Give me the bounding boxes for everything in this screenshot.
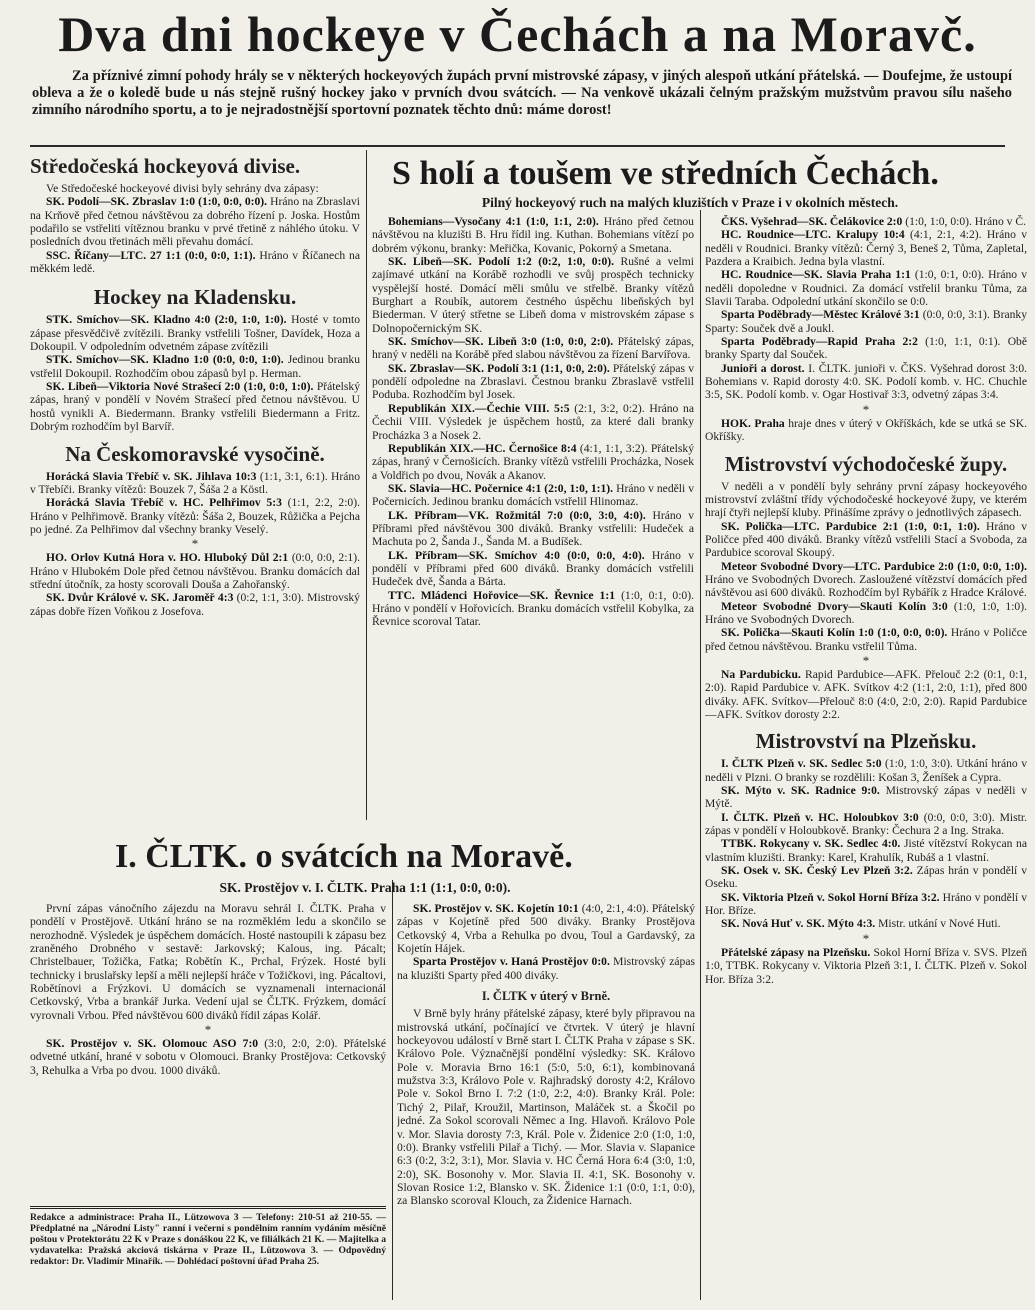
match-report: I. ČLTK. Plzeň v. HC. Holoubkov 3:0 (0:0, 0:0, 3:0). Mistr. zápas v pondělí v Holoubkově. Branky: Čechura 2 a Ing. Straka. xyxy=(705,810,1027,838)
column-morava-middle xyxy=(397,902,695,1300)
match-report: STK. Smíchov—SK. Kladno 1:0 (0:0, 0:0, 1:0). Jedinou branku vstřelil Dokoupil. Rozhodčím obou zápasů byl p. Herman. xyxy=(30,353,360,380)
paragraph: Ve Středočeské hockeyové divisi byly sehrány dva zápasy: xyxy=(46,182,319,195)
match-report: Junioři a dorost. I. ČLTK. junioři v. ČKS. Vyšehrad dorost 3:0. Bohemians v. Rapid dorosty 4:0. SK. Podolí komb. v. HC. Chuchle 3:5, SK. Podolí komb. v. Ogar Hostivař 3:3, odvetný zápas 3:4. xyxy=(705,361,1027,402)
heading-morava: I. ČLTK. o svátcích na Moravě. xyxy=(115,838,573,875)
right-reports-2 xyxy=(705,520,1027,653)
match-report: ČKS. Vyšehrad—SK. Čelákovice 2:0 (1:0, 1:0, 0:0). Hráno v Č. xyxy=(721,215,1026,228)
asterisk-divider: * xyxy=(204,1022,212,1038)
match-report: SK. Viktoria Plzeň v. Sokol Horní Bříza 3:2. Hráno v pondělí v Hor. Bříze. xyxy=(705,890,1027,918)
heading-s-holi: S holí a toušem ve středních Čechách. xyxy=(392,155,939,192)
match-report: Bohemians—Vysočany 4:1 (1:0, 1:1, 2:0). Hráno před četnou návštěvou na kluzišti B. Hru řídil ing. Kuthan. Bohemians vítězí po dobrém výkonu, branky: Meřička, Kovanic, Pokorný a Smetana. xyxy=(372,215,694,255)
headline: Dva dni hockeye v Čechách a na Moravč. xyxy=(58,6,977,62)
paragraph: V Brně byly hrány přátelské zápasy, které byly připravou na mistrovská utkání, počínající ve čtvrtek. V úterý je hlavní hockeyovou událostí v Brně start I. ČLTK Praha v zápase s SK. Královo Pole. Význačnější pondělní výsledky: SK. Královo Pole v. Moravia Brno 16:1 (5:0, 5:0, 6:1), kombinovaná mužstva 3:3, Královo Pole v. Rajhradský dorosty 4:2, Královo Pole v. Sokol Brno I. 7:2 (1:0, 2:2, 4:0). Branky Král. Pole: Tichý 2, Pilař, Kroužil, Martinson, Maláček st. a Škočil po jedné. Za Sokol scorovali Němec a Ing. Hlavoň. Královo Pole v. Mor. Slavia dorosty 7:3, Král. Pole v. Židenice 2:0 (1:0, 1:0, 0:0). Branky vstřelili Pilař a Tichý. — Mor. Slavia v. Slapanice 6:3 (0:2, 3:2, 3:1), Mor. Slavia v. HC Černá Hora 6:4 (3:0, 1:0, 2:0), SK. Bosonohy v. Mor. Slavia II. 4:1, SK. Bosonohy v. Slovan Rosice 1:2, Blansko v. SK. Židenice 1:1 (0:0, 1:1, 0:0), za Blansko scoroval Klouch, za Židenice Harnach. xyxy=(397,1007,695,1208)
match-report: SK. Prostějov v. SK. Olomouc ASO 7:0 (3:0, 2:0, 2:0). Přátelské odvetné utkání, hrané v sobotu v Olomouci. Branky Prostějova: Cetkovský 3, Rehulka a Vrba po dvou. 1000 diváků. xyxy=(30,1037,386,1077)
match-report: SK. Libeň—SK. Podolí 1:2 (0:2, 1:0, 0:0). Rušné a velmi zajímavé utkání na Korábě rozhodli ve svůj prospěch technicky vyspělejší hosté. Domácí měli smůlu ve střelbě. Branky vítězů Burghart a Roubík, autorem čestného úspěchu libeňských byl Biederman. V úterý střetne se Libeň doma v mistrovském zápase s Dolnopočernickým SK. xyxy=(372,255,694,335)
match-report: Na Pardubicku. Rapid Pardubice—AFK. Přelouč 2:2 (0:1, 0:1, 2:0). Rapid Pardubice v. AFK. Svítkov 4:2 (1:1, 2:0, 1:1), před 800 diváky. AFK. Svítkov—Přelouč 8:0 (4:0, 2:0, 2:0). Rapid Pardubice—AFK. Svítkov dorosty 2:2. xyxy=(705,667,1027,721)
match-report: SK. Mýto v. SK. Radnice 9:0. Mistrovský zápas v neděli v Mýtě. xyxy=(705,784,1027,811)
match-report: Meteor Svobodné Dvory—Skauti Kolín 3:0 (1:0, 1:0, 1:0). Hráno ve Svobodných Dvorech. xyxy=(705,599,1027,626)
match-report: HC. Roudnice—SK. Slavia Praha 1:1 (1:0, 0:1, 0:0). Hráno v neděli dopoledne v Roudnici. Za domácí vstřelil branku Tůma, za Slavii Taraba. Odpolední utkání skončilo se 0:0. xyxy=(705,268,1027,309)
match-report: TTC. Mládenci Hořovice—SK. Řevnice 1:1 (1:0, 0:1, 0:0). Hráno v pondělí v Hořovicích. Branku domácích vstřelil Kobylka, za Řevnice scoroval Tatar. xyxy=(372,588,694,629)
match-report: Horácká Slavia Třebíč v. SK. Jihlava 10:3 (1:1, 3:1, 6:1). Hráno v Třebíči. Branky vítězů: Bouzek 7, Šáša 2 a Köstl. xyxy=(30,469,360,496)
heading-brno: I. ČLTK v úterý v Brně. xyxy=(481,989,611,1004)
heading-plzensko: Mistrovství na Plzeňsku. xyxy=(755,729,977,754)
column-middle xyxy=(372,215,694,815)
subheading-pilny-ruch: Pilný hockeyový ruch na malých kluzištích v Praze i v okolních městech. xyxy=(481,195,899,210)
column-right xyxy=(705,215,1027,1300)
match-report: HO. Orlov Kutná Hora v. HO. Hluboký Důl 2:1 (0:0, 0:0, 2:1). Hráno v Hlubokém Dole před četnou návštěvou. Branku domácích dal střední útočník, za hosty scorovali Douša a Zahořanský. xyxy=(30,551,360,591)
match-report: Meteor Svobodné Dvory—LTC. Pardubice 2:0 (1:0, 0:0, 1:0). Hráno ve Svobodných Dvorech. Zasloužené vítězství domácích před návštěvou asi 600 diváků. Rozhodčím byl Rybářík z Hradce Králové. xyxy=(705,559,1027,600)
match-report: LK. Příbram—SK. Smíchov 4:0 (0:0, 0:0, 4:0). Hráno v pondělí v Příbrami před 600 diváků. Branky domácích vstřelili Hudeček dvě, Šanda a Bárta. xyxy=(372,548,694,589)
paragraph: V neděli a v pondělí byly sehrány první zápasy hockeyového mistrovství zvláštní třídy východočeské hockeyové župy, ve kterém hrají čtyři nejlepší kluby. Přinášíme zprávy o jednotlivých zápasech. xyxy=(705,479,1027,520)
paragraph: První zápas vánočního zájezdu na Moravu sehrál I. ČLTK. Praha v pondělí v Prostějově. Utkání hráno se na rozměklém ledu a skončilo se nerozhodně. Výsledek je úspěchem domácích. Hosté nastoupili k zápasu bez zraněného Drobného v sestavě: Jarkovský; Kalous, ing. Pácalt; Christelbauer, Tožička, Fatka; Robětín K., Prchal, Frýzek. Hosté byli technicky i bruslařsky lepší a měli nejlepší hráče v Tožičkovi, ing. Pácaltovi, Robětínovi a Frýzkovi. U domácích se vyznamenali internacionál Cetkovský, Vrba a brankář Jurka. Vedení ujal se ČLTK. Frýzkem, domácí vyrovnali Vrbou. Před návštěvou 600 diváků řídil zápas Kolář. xyxy=(30,902,386,1022)
match-report: Sparta Poděbrady—Rapid Praha 2:2 (1:0, 1:1, 0:1). Obě branky Sparty dal Souček. xyxy=(705,335,1027,362)
top-rule xyxy=(30,145,1005,147)
match-report: SK. Zbraslav—SK. Podolí 3:1 (1:1, 0:0, 2:0). Přátelský zápas v pondělí odpoledne na Zbraslavi. Čestnou branku Zbraslavě vstřelil Poduba. Rozhodčím byl Josek. xyxy=(372,361,694,402)
column-rule-right xyxy=(700,210,701,1300)
column-morava-left xyxy=(30,902,386,1202)
heading-vysocina: Na Českomoravské vysočině. xyxy=(65,441,325,466)
asterisk-divider: * xyxy=(862,652,870,668)
asterisk-divider: * xyxy=(862,401,870,417)
match-report: SK. Dvůr Králové v. SK. Jaroměř 4:3 (0:2, 1:1, 3:0). Mistrovský zápas dobře řízen Voňkou z Josefova. xyxy=(30,591,360,618)
match-report: SK. Polička—LTC. Pardubice 2:1 (1:0, 0:1, 1:0). Hráno v Poličce před 400 diváků. Branky vítězů vstřelili Stací a Svoboda, za Pardubice scoroval Skoupý. xyxy=(705,519,1027,560)
lead-paragraph: Za příznivé zimní pohody hrály se v některých hockeyových župách první mistrovské zápasy, v jiných alespoň utkání přátelská. — Doufejme, že ustoupí obleva a že o koledě bude u nás stejně rušný hockey jako v prvních dvou svátcích. — Na venkově ukázali čelným pražským mužstvům pravou sílu našeho zimního národního sportu, a to je nejradostnější sportovní poznatek těchto dnů: máme dorost! xyxy=(32,68,1012,118)
column-left xyxy=(30,150,360,815)
right-reports-1 xyxy=(705,215,1027,402)
match-report: STK. Smíchov—SK. Kladno 4:0 (2:0, 1:0, 1:0). Hosté v tomto zápase přesvědčivě zvítězili. Branky vstřelili Tošner, Davídek, Hoza a Dokoupil. V odpoledním odvetném zápase zvítězili xyxy=(30,313,360,354)
column-rule-morava xyxy=(392,880,393,1300)
match-report: Horácká Slavia Třebíč v. HC. Pelhřimov 5:3 (1:1, 2:2, 2:0). Hráno v Pelhřimově. Branky vítězů: Šáša 2, Bouzek, Růžička a Pejcha po jedné. Za Pelhřimov dal všechny branky Veselý. xyxy=(30,496,360,536)
match-report: SK. Libeň—Viktoria Nové Strašecí 2:0 (1:0, 0:0, 1:0). Přátelský zápas, hraný v pondělí v Novém Strašecí před četnou návštěvou. U hostů vynikli A. Biedermann. Branky vstřelili Biedermann a Fritz. Dobrým rozhodčím byl Barvíř. xyxy=(30,380,360,434)
match-report: SK. Slavia—HC. Počernice 4:1 (2:0, 1:0, 1:1). Hráno v neděli v Počernicích. Jedinou branku domácích vstřelil Hlinomaz. xyxy=(372,481,694,509)
match-report: HOK. Praha hraje dnes v úterý v Okříškách, kde se utká se SK. Okříšky. xyxy=(705,416,1027,444)
match-report: SK. Smíchov—SK. Libeň 3:0 (1:0, 0:0, 2:0). Přátelský zápas, hraný v neděli na Korábě před slabou návštěvou za řízení Barvířova. xyxy=(372,335,694,362)
match-report: SK. Polička—Skauti Kolín 1:0 (1:0, 0:0, 0:0). Hráno v Poličce před četnou návštěvou. Branku vstřelil Tůma. xyxy=(705,626,1027,653)
match-report: I. ČLTK Plzeň v. SK. Sedlec 5:0 (1:0, 1:0, 3:0). Utkání hráno v neděli v Plzni. O branky se rozdělili: Košan 3, Ženíšek a Cypra. xyxy=(705,757,1027,784)
match-report: SK. Prostějov v. SK. Kojetín 10:1 (4:0, 2:1, 4:0). Přátelský zápas v Kojetíně před 500 diváky. Branky Prostějova Cetkovský 4, Vrba a Rehulka po dvou, Toul a Gardavský, za Kojetín Hájek. xyxy=(397,902,695,956)
match-report: Republikán XIX.—HC. Černošice 8:4 (4:1, 1:1, 3:2). Přátelský zápas, hraný v Černošicích. Branky vítězů vstřelili Procházka, Nosek a Voldřich po dvou, Novák a Akanov. xyxy=(372,441,694,482)
match-report: SK. Osek v. SK. Český Lev Plzeň 3:2. Zápas hrán v pondělí v Oseku. xyxy=(705,864,1027,891)
match-report: Sparta Poděbrady—Městec Králové 3:1 (0:0, 0:0, 3:1). Branky Sparty: Souček dvě a Joukl. xyxy=(705,308,1027,335)
match-report: LK. Příbram—VK. Rožmitál 7:0 (0:0, 3:0, 4:0). Hráno v Příbrami před návštěvou 300 diváků. Branky vstřelili: Hudeček a Machuta po 2, Šanda J., Šanda M. a Budíšek. xyxy=(372,508,694,549)
match-report: SK. Podolí—SK. Zbraslav 1:0 (1:0, 0:0, 0:0). Hráno na Zbraslavi na Krňově před četnou návštěvou za dobrého řízení p. Joska. Hostům podařilo se vstřeliti vítěznou branku v prvé třetině z náhlého útoku. V posledních dvou třetinách měli převahu domácí. xyxy=(30,195,360,249)
match-report: SSC. Říčany—LTC. 27 1:1 (0:0, 0:0, 1:1). Hráno v Říčanech na měkkém ledě. xyxy=(30,248,360,276)
match-report: HC. Roudnice—LTC. Kralupy 10:4 (4:1, 2:1, 4:2). Hráno v neděli v Roudnici. Branky vítězů: Černý 3, Beneš 2, Tůma, Zapletal, Pazdera a Kraibich. Jedna byla vlastní. xyxy=(705,228,1027,269)
imprint: Redakce a administrace: Praha II., Lützowova 3 — Telefony: 210-51 až 210-55. — Předplatné na „Národní Listy" ranní i večerní s pondělním ranním vydáním měsíčně poštou v Protektorátu 22 K v Praze s donáškou 22 K, ve filiálkách 21 K. — Majitelka a vydavatelka: Pražská akciová tiskárna v Praze II., Lützowova 3. — Odpovědný redaktor: Dr. Vladimír Minařík. — Dohlédací poštovní úřad Praha 25. xyxy=(30,1206,386,1307)
column-rule-left xyxy=(366,150,367,820)
match-report: Sparta Prostějov v. Haná Prostějov 0:0. Mistrovský zápas na kluzišti Sparty před 400 diváky. xyxy=(397,955,695,982)
heading-stredoceska: Středočeská hockeyová divise. xyxy=(30,154,301,178)
heading-kladensko: Hockey na Kladensku. xyxy=(93,285,297,310)
heading-vychodoceska: Mistrovství východočeské župy. xyxy=(724,451,1008,476)
asterisk-divider: * xyxy=(191,536,199,552)
right-reports-3 xyxy=(705,757,1027,930)
match-report: TTBK. Rokycany v. SK. Sedlec 4:0. Jisté vítězství Rokycan na vlastním kluzišti. Branky: Karel, Krahulík, Rubáš a 1 vlastní. xyxy=(705,837,1027,864)
subheading-prostejov: SK. Prostějov v. I. ČLTK. Praha 1:1 (1:1, 0:0, 0:0). xyxy=(219,880,511,895)
match-report: Přátelské zápasy na Plzeňsku. Sokol Horní Bříza v. SVS. Plzeň 1:0, TTBK. Rokycany v. Viktoria Plzeň 3:1, I. ČLTK. Plzeň v. Sokol Hor. Bříza 3:2. xyxy=(705,945,1027,986)
match-report: SK. Nová Huť v. SK. Mýto 4:3. Mistr. utkání v Nové Huti. xyxy=(721,917,1001,931)
asterisk-divider: * xyxy=(862,930,870,946)
match-report: Republikán XIX.—Čechie VIII. 5:5 (2:1, 3:2, 0:2). Hráno na Čechii VIII. Výsledek je úspěchem hostů, za které dali branky Procházka 3 a Nosek 2. xyxy=(372,401,694,442)
